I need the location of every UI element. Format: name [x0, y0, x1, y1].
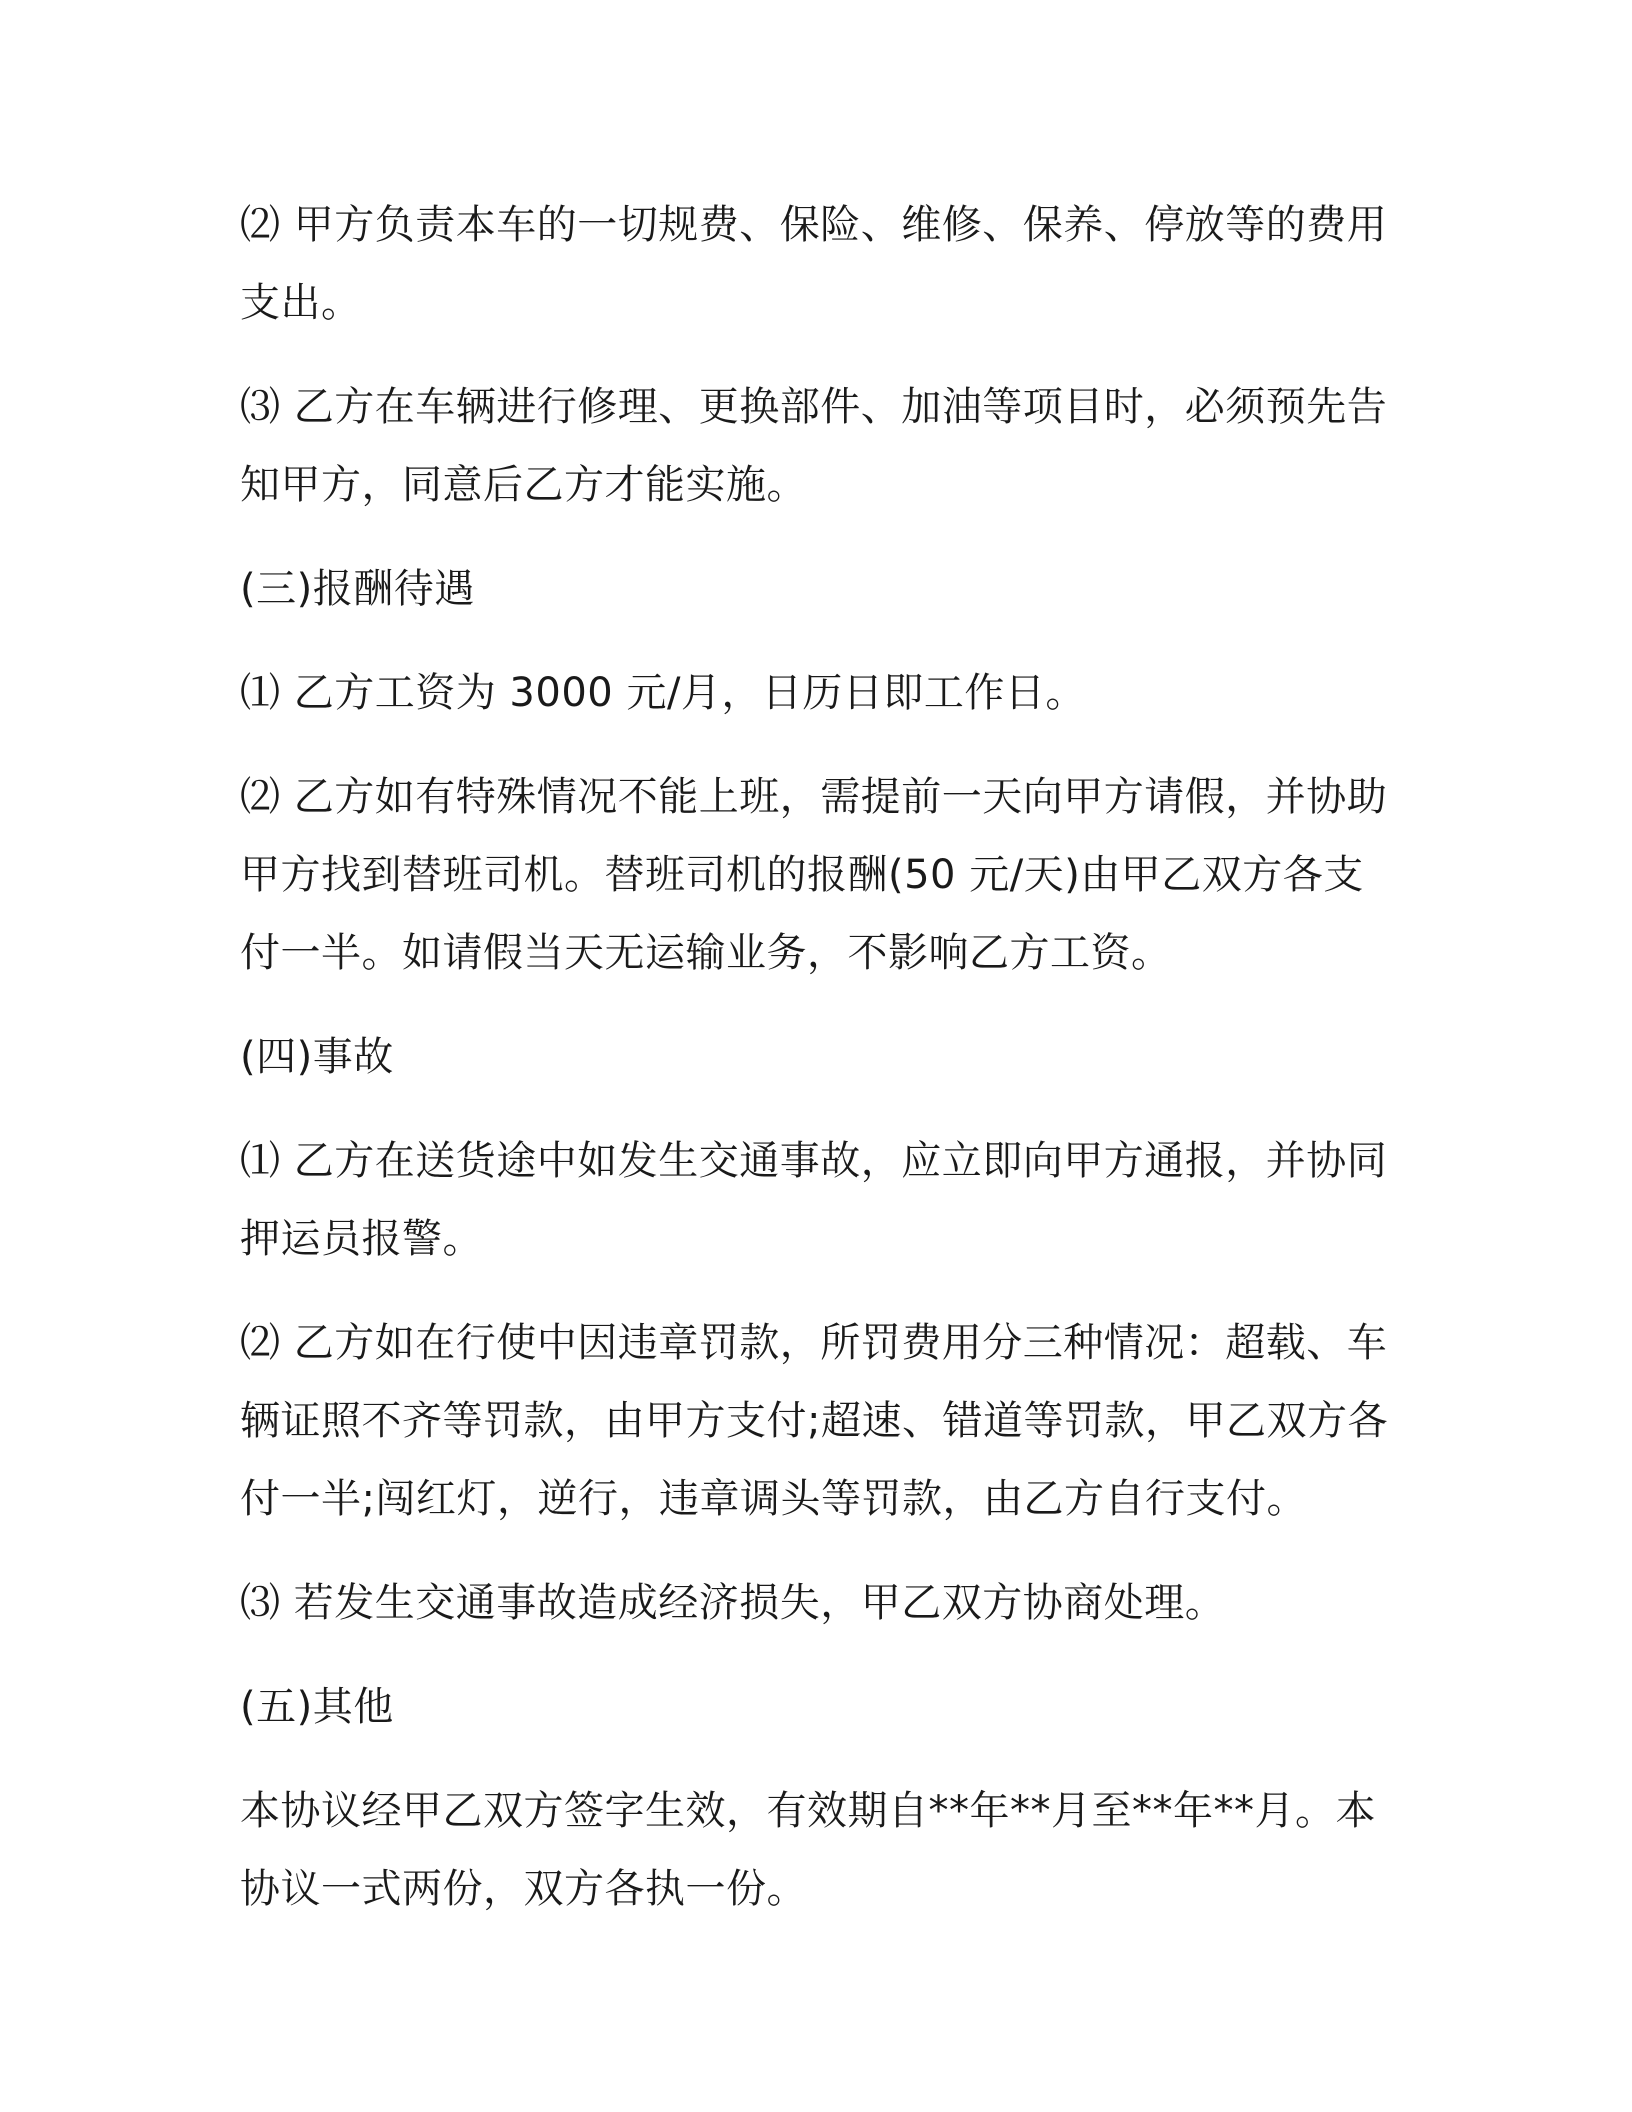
clause-party-a-expenses: ⑵ 甲方负责本车的一切规费、保险、维修、保养、停放等的费用支出。 [240, 202, 1388, 326]
clause-accident-report: ⑴ 乙方在送货途中如发生交通事故，应立即向甲方通报，并协同押运员报警。 [240, 1138, 1388, 1262]
clause-leave: ⑵ 乙方如有特殊情况不能上班，需提前一天向甲方请假，并协助甲方找到替班司机。替班司机的报酬(50 元/天)由甲乙双方各支付一半。如请假当天无运输业务，不影响乙方工资。 [240, 774, 1388, 976]
clause-salary: ⑴ 乙方工资为 3000 元/月，日历日即工作日。 [240, 670, 1086, 716]
clause-fines: ⑵ 乙方如在行使中因违章罚款，所罚费用分三种情况：超载、车辆证照不齐等罚款，由甲方支付;超速、错道等罚款，甲乙双方各付一半;闯红灯，逆行，违章调头等罚款，由乙方自行支付。 [240, 1320, 1388, 1522]
section-heading-accident: (四)事故 [240, 1034, 394, 1080]
section-heading-compensation: (三)报酬待遇 [240, 566, 475, 612]
document-body [240, 186, 1400, 1954]
clause-validity: 本协议经甲乙双方签字生效，有效期自**年**月至**年**月。本协议一式两份，双方各执一份。 [240, 1788, 1376, 1912]
section-heading-other: (五)其他 [240, 1684, 394, 1730]
clause-repair-notice: ⑶ 乙方在车辆进行修理、更换部件、加油等项目时，必须预先告知甲方，同意后乙方才能实施。 [240, 384, 1388, 508]
clause-economic-loss: ⑶ 若发生交通事故造成经济损失，甲乙双方协商处理。 [240, 1580, 1226, 1626]
